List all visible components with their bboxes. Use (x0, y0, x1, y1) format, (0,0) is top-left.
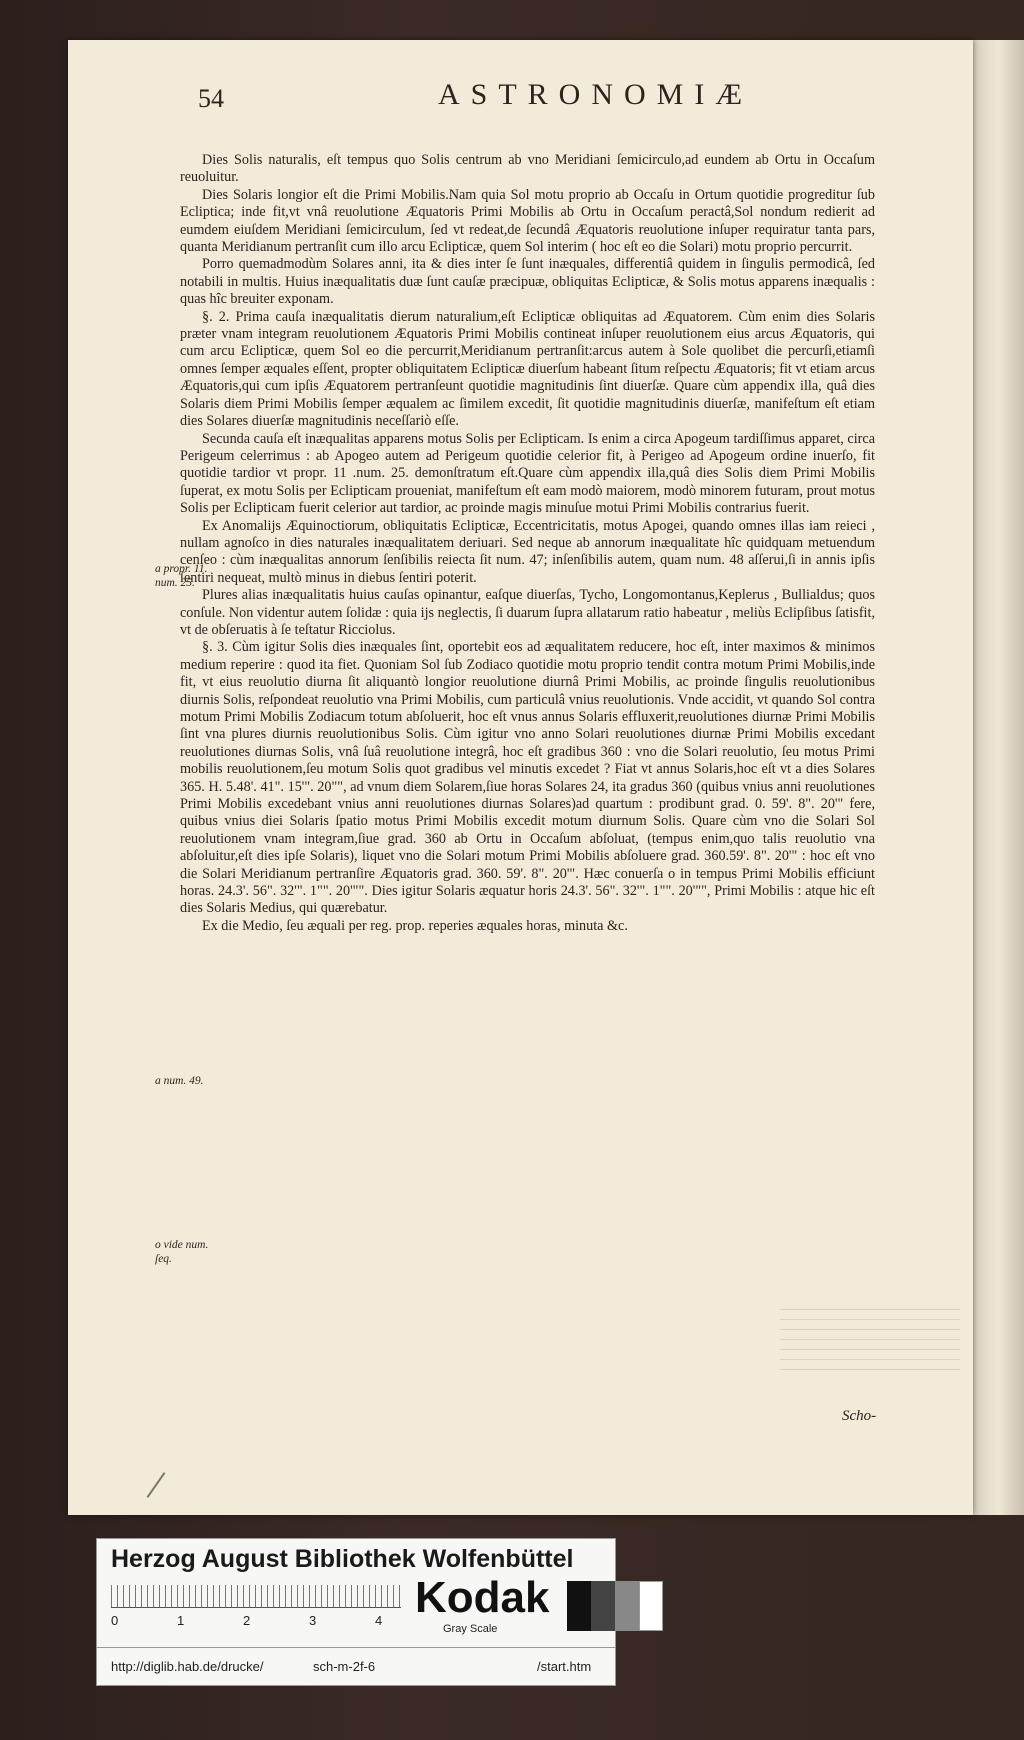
ruler-numbers (111, 1613, 411, 1629)
paragraph: Dies Solaris longior eſt die Primi Mobilis.Nam quia Sol motu proprio ab Occaſu in Ortum quotidie progreditur ſub Ecliptica; inde fit,vt vnâ reuolutione Æquatoris Primi Mobilis ab Ortu in Occaſum peractâ,Sol nondum redierit ad eumdem eiuſdem Meridiani ſemicirculum, ſed vt redeat,de ſecundâ Æquatoris reuolutione inſuper requiratur tanta pars, quanta Meridianum pertranſit cum illo arcu Eclipticæ, quem Sol interim ( hoc eſt eo die Solari) motu proprio percurrit. (180, 186, 875, 256)
gray-scale-label: Gray Scale (443, 1623, 498, 1635)
ruler-number: 2 (243, 1613, 251, 1628)
gray-scale-swatches (567, 1581, 687, 1631)
ruler-number: 3 (309, 1613, 317, 1628)
gray-swatch (591, 1581, 615, 1631)
paragraph: Secunda cauſa eſt inæqualitas apparens motus Solis per Eclipticam. Is enim a circa Apogeum tardiſſimus apparet, circa Perigeum celerrimus : ab Apogeo autem ad Perigeum quotidie celerior fit, à Perigeo ad Apogeum ordine inuerſo, fit quotidie tardior vt propr. 11 .num. 25. demonſtratum eſt.Quare cùm appendix illa,quâ dies Solis diem Primi Mobilis ſuperat, ex motu Solis per Eclipticam proueniat, manifeſtum eſt eam modò maiorem, modò minorem futuram, prout motus Solis per Eclipticam fuerit celerior aut tardior, ac proinde magis minuſue motui Primi Mobilis contrarius fuerit. (180, 430, 875, 517)
margin-note: a num. 49. (155, 1075, 204, 1087)
ruler-number: 4 (375, 1613, 383, 1628)
next-page-edge (973, 40, 1024, 1515)
start-page: /start.htm (537, 1659, 592, 1674)
margin-note: o vide num. ſeq. (155, 1239, 209, 1265)
paragraph: Ex die Medio, ſeu æquali per reg. prop. reperies æquales horas, minuta &c. (202, 917, 628, 934)
paragraph: Dies Solis naturalis, eſt tempus quo Solis centrum ab vno Meridiani ſemicirculo,ad eundem ab Ortu in Occaſum reuoluitur. (180, 152, 875, 186)
show-through-text (780, 1300, 960, 1420)
page-header (198, 78, 898, 118)
ruler-number: 0 (111, 1613, 119, 1628)
color-reference-card (96, 1538, 616, 1686)
gray-swatch (639, 1581, 663, 1631)
kodak-logo: Kodak (415, 1573, 550, 1622)
gray-swatch (615, 1581, 639, 1631)
running-title: ASTRONOMIÆ (438, 78, 754, 111)
gray-swatch (567, 1581, 591, 1631)
paragraph: Plures alias inæqualitatis huius cauſas opinantur, eaſque diuerſas, Tycho, Longomontanus,Keplerus , Bullialdus; quos conſule. Non videntur autem ſolidæ : quia ijs neglectis, ſi duarum ſupra allatarum ratio habeatur , meliùs Eclipſibus ſatisfit, vt de obſeruatis à ſe teſtatur Ricciolus. (180, 587, 875, 638)
paragraph: §. 2. Prima cauſa inæqualitatis dierum naturalium,eſt Eclipticæ obliquitas ad Æquatorem. Cùm enim dies Solaris præter vnam integram reuolutionem Æquatoris Primi Mobilis contineat inſuper reuolutionem eius arcus Æquatoris, qui cum arcu Eclipticæ, quem Sol eo die percurrit,Meridianum pertranſit:arcus autem à Sole quolibet die percurſi,etiamſi omnes ſemper æquales eſſent, propter obliquitatem Eclipticæ diuerſum habeant ſitum reſpectu Æquatoris; fit vt etiam arcus Æquatoris,qui cum ipſis Æquatorem pertranſeunt quotidie magnitudinis ſint diuerſæ. Quare cùm appendix illa, quâ dies Solaris diem Primi Mobilis ſemper æqualem ac ſimilem excedit, ſit quotidie magnitudinis diuerſæ, manifeſtum eſt etiam dies Solares diuerſæ magnitudinis neceſſariò eſſe. (180, 308, 876, 430)
margin-note: a propr. 11. num. 25. (155, 563, 208, 589)
paragraph: Ex Anomalijs Æquinoctiorum, obliquitatis Eclipticæ, Eccentricitatis, motus Apogei, quando omnes illas iam reieci , nullam agnoſco in dies naturales inæqualitatem deriuari. Sed neque ab annorum inæqualitate hîc quidquam metuendum cenſeo : cùm inæqualitas annorum ſenſibilis reiecta ſit num. 47; inſenſibilis autem, quam num. 48 aſſerui,ſi in annis ipſis ſentiri nequeat, multò minus in diebus ſentiri poterit. (180, 517, 875, 586)
catchword: Scho- (842, 1408, 877, 1424)
paragraph: §. 3. Cùm igitur Solis dies inæquales ſint, oportebit eos ad æqualitatem reducere, hoc eſt, inter maximos & minimos medium reperire : quod ita fiet. Quoniam Sol ſub Zodiaco quotidie motu proprio tendit contra motum Primi Mobilis,inde fit, vt eius reuolutio diurna ſit aliquantò longior reuolutione diurnâ Primi Mobilis, ac proinde ſingulis reuolutionibus diurnis Solis, reſpondeat reuolutio vna Primi Mobilis, cum particulâ vnius reuolutionis. Vnde accidit, vt quando Sol contra motum Primi Mobilis Zodiacum totum abſoluerit, hoc eſt vnus annus Solaris effluxerit,reuolutiones diurnæ Primi Mobilis ſint vna plures diurnis reuolutionibus Solis. Cùm igitur vno anno Solari reuolutiones diurnæ Primi Mobilis excedant reuolutiones diurnas Solis, vnâ ſuâ reuolutione integrâ, hoc eſt gradibus 360 : vno die Solari reuolutio, ſeu motus Primi mobilis reuolutionem,ſeu motum Solis quot gradibus vel minutis excedet ? Fiat vt annus Solaris,hoc eſt vt a dies Solares 365. H. 5.48'. 41". 15'". 20"", ad vnum diem Solarem,ſiue horas Solares 24, ita gradus 360 (quibus vnius anni reuolutiones Primi Mobilis excedebant vnius anni reuolutiones diurnas Solares)ad quartum : prodibunt grad. 0. 59'. 8". 20'" fere, quibus vnius diei Solaris ſpatio motus Primi Mobilis excedit motum diurnum Solis. Quare cùm vno die Solari Sol reuolutionem vnam integram,ſiue grad. 360 ab Ortu in Occaſum abſoluat, (tempus enim,quo talis reuolutio vna abſoluitur,eſt dies ipſe Solaris), liquet vno die Solari motum Primi Mobilis abſoluere grad. 360.59'. 8". 20'" : hoc eſt vno die Solari Meridianum pertranſire Æquatoris grad. 360. 59'. 8". 20'". Hæc conuerſa o in tempus Primi Mobilis efficiunt horas. 24.3'. 56". 32'". 1"". 20'"". Dies igitur Solaris æquatur horis 24.3'. 56". 32'". 1"". 20'"", Primi Mobilis : atque hic eſt dies Solaris Medius, qui quærebatur. (180, 639, 875, 917)
digital-library-url: http://diglib.hab.de/drucke/ (111, 1659, 264, 1674)
scale-ruler (111, 1585, 401, 1608)
paragraph: Porro quemadmodùm Solares anni, ita & dies inter ſe ſunt inæquales, differentiâ quidem in ſingulis permodicâ, ſed notabili in multis. Huius inæqualitatis duæ ſunt cauſæ præcipuæ, obliquitas Eclipticæ, & Solis motus apparens inæqualis : quas hîc breuiter exponam. (180, 256, 875, 308)
ruler-number: 1 (177, 1613, 185, 1628)
page-number: 54 (198, 84, 224, 113)
body-text (180, 152, 875, 935)
card-divider (97, 1647, 615, 1648)
shelfmark: sch-m-2f-6 (313, 1659, 376, 1674)
institution-name: Herzog August Bibliothek Wolfenbüttel (111, 1545, 574, 1573)
